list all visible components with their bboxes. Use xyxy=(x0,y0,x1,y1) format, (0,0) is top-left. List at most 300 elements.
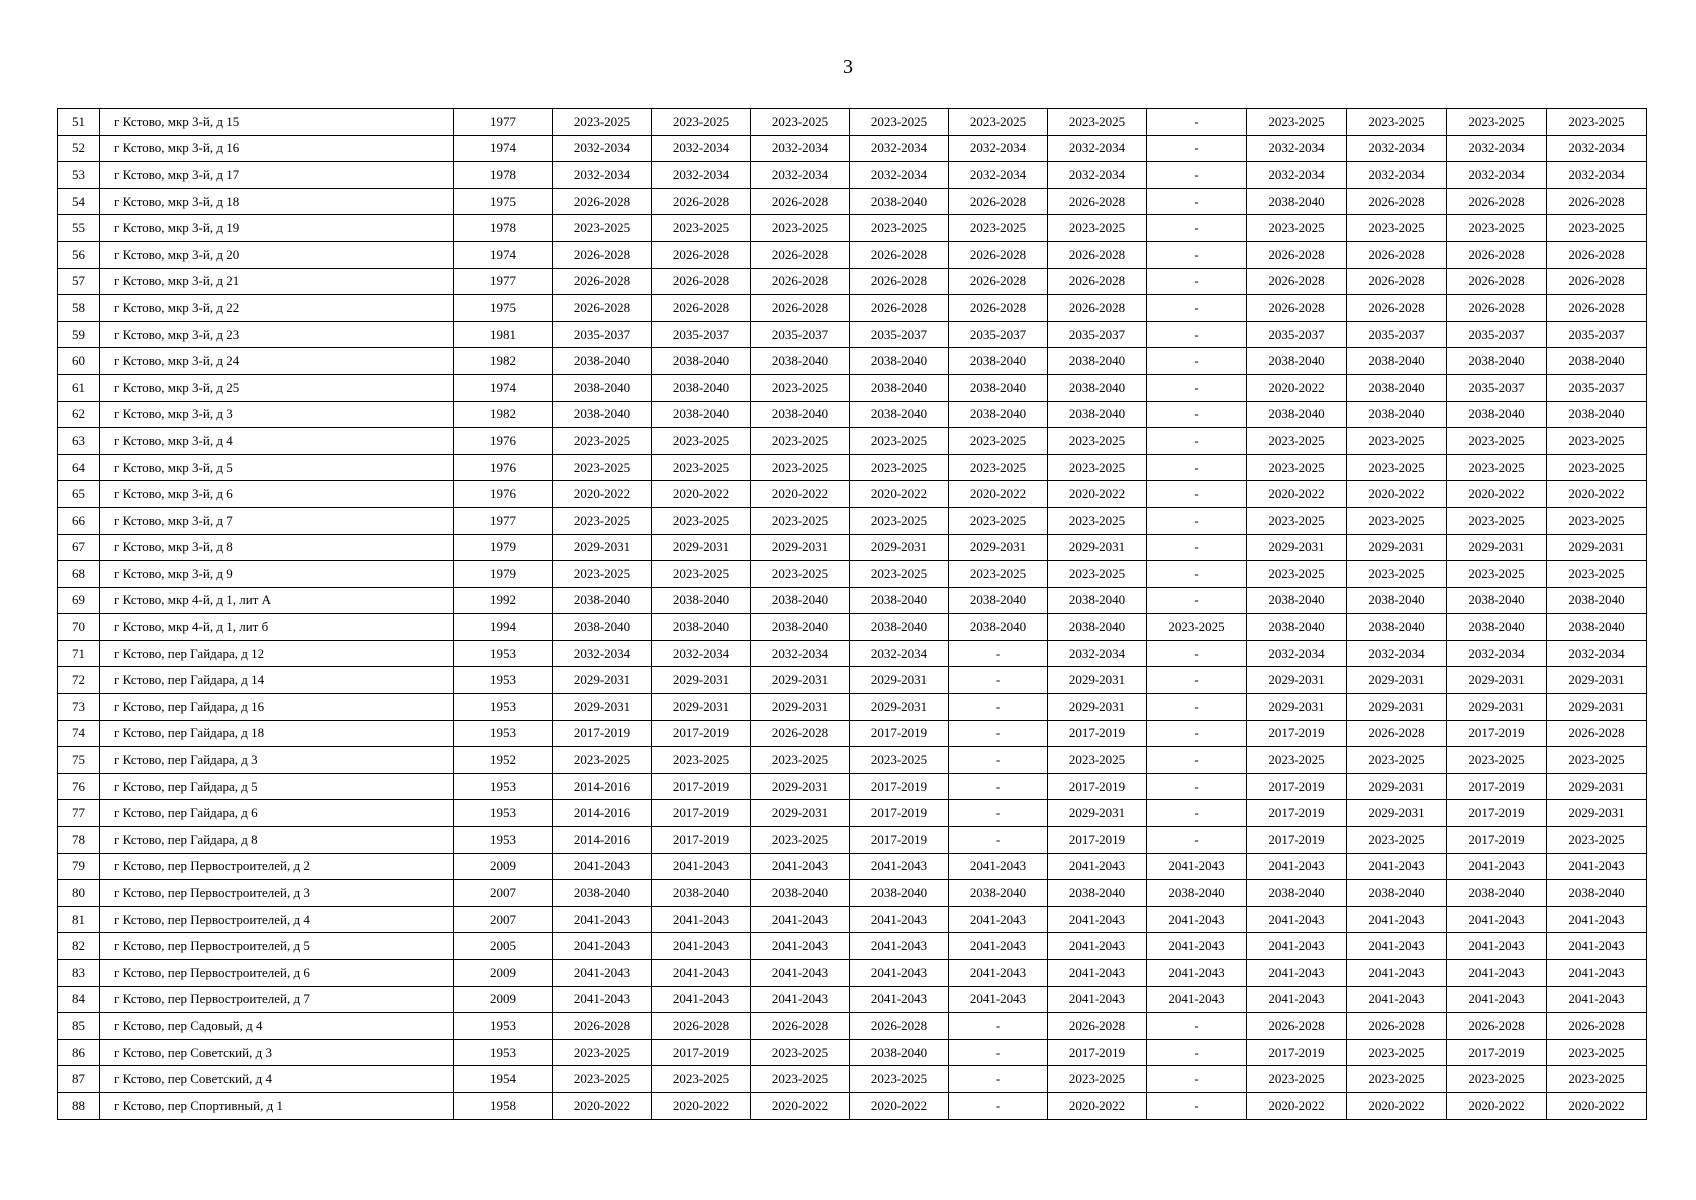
period-cell-10: 2020-2022 xyxy=(1447,1092,1547,1119)
period-cell-5: 2023-2025 xyxy=(949,561,1048,588)
period-cell-5: 2023-2025 xyxy=(949,215,1048,242)
table-row xyxy=(58,667,1647,694)
address-cell: г Кстово, мкр 3-й, д 4 xyxy=(100,428,454,455)
period-cell-2: 2038-2040 xyxy=(652,614,751,641)
row-number-cell: 88 xyxy=(58,1092,100,1119)
period-cell-3: 2038-2040 xyxy=(751,880,850,907)
address-cell: г Кстово, мкр 3-й, д 3 xyxy=(100,401,454,428)
table-row xyxy=(58,454,1647,481)
address-cell: г Кстово, мкр 3-й, д 21 xyxy=(100,268,454,295)
period-cell-9: 2023-2025 xyxy=(1347,827,1447,854)
period-cell-1: 2029-2031 xyxy=(553,534,652,561)
period-cell-10: 2035-2037 xyxy=(1447,374,1547,401)
period-cell-4: 2023-2025 xyxy=(850,215,949,242)
period-cell-5: 2032-2034 xyxy=(949,135,1048,162)
period-cell-9: 2038-2040 xyxy=(1347,374,1447,401)
row-number-cell: 77 xyxy=(58,800,100,827)
period-cell-2: 2038-2040 xyxy=(652,587,751,614)
year-cell: 1977 xyxy=(454,268,553,295)
period-cell-4: 2017-2019 xyxy=(850,800,949,827)
period-cell-8: 2038-2040 xyxy=(1247,401,1347,428)
year-cell: 1953 xyxy=(454,694,553,721)
period-cell-1: 2038-2040 xyxy=(553,401,652,428)
period-cell-2: 2023-2025 xyxy=(652,215,751,242)
period-cell-2: 2038-2040 xyxy=(652,348,751,375)
table-row xyxy=(58,587,1647,614)
period-cell-10: 2041-2043 xyxy=(1447,986,1547,1013)
period-cell-4: 2020-2022 xyxy=(850,1092,949,1119)
row-number-cell: 80 xyxy=(58,880,100,907)
period-cell-11: 2023-2025 xyxy=(1547,109,1647,136)
period-cell-10: 2023-2025 xyxy=(1447,561,1547,588)
year-cell: 1953 xyxy=(454,667,553,694)
period-cell-6: 2020-2022 xyxy=(1048,1092,1147,1119)
period-cell-2: 2017-2019 xyxy=(652,827,751,854)
period-cell-4: 2038-2040 xyxy=(850,1039,949,1066)
period-cell-7: - xyxy=(1147,295,1247,322)
period-cell-5: 2038-2040 xyxy=(949,880,1048,907)
period-cell-2: 2020-2022 xyxy=(652,481,751,508)
period-cell-11: 2026-2028 xyxy=(1547,241,1647,268)
period-cell-1: 2023-2025 xyxy=(553,561,652,588)
period-cell-4: 2017-2019 xyxy=(850,720,949,747)
period-cell-5: 2026-2028 xyxy=(949,241,1048,268)
period-cell-6: 2038-2040 xyxy=(1048,374,1147,401)
period-cell-5: 2020-2022 xyxy=(949,481,1048,508)
period-cell-6: 2029-2031 xyxy=(1048,534,1147,561)
period-cell-4: 2017-2019 xyxy=(850,827,949,854)
period-cell-10: 2026-2028 xyxy=(1447,241,1547,268)
period-cell-5: 2041-2043 xyxy=(949,853,1048,880)
year-cell: 2009 xyxy=(454,986,553,1013)
period-cell-2: 2041-2043 xyxy=(652,960,751,987)
period-cell-9: 2026-2028 xyxy=(1347,720,1447,747)
period-cell-8: 2023-2025 xyxy=(1247,747,1347,774)
period-cell-9: 2041-2043 xyxy=(1347,960,1447,987)
period-cell-7: - xyxy=(1147,640,1247,667)
year-cell: 1982 xyxy=(454,348,553,375)
period-cell-3: 2038-2040 xyxy=(751,587,850,614)
period-cell-6: 2041-2043 xyxy=(1048,933,1147,960)
period-cell-5: 2023-2025 xyxy=(949,507,1048,534)
period-cell-4: 2038-2040 xyxy=(850,374,949,401)
period-cell-11: 2023-2025 xyxy=(1547,747,1647,774)
period-cell-1: 2023-2025 xyxy=(553,109,652,136)
row-number-cell: 74 xyxy=(58,720,100,747)
row-number-cell: 52 xyxy=(58,135,100,162)
period-cell-8: 2038-2040 xyxy=(1247,348,1347,375)
row-number-cell: 75 xyxy=(58,747,100,774)
period-cell-1: 2032-2034 xyxy=(553,162,652,189)
period-cell-1: 2023-2025 xyxy=(553,428,652,455)
row-number-cell: 69 xyxy=(58,587,100,614)
period-cell-10: 2038-2040 xyxy=(1447,587,1547,614)
period-cell-5: 2026-2028 xyxy=(949,295,1048,322)
period-cell-2: 2032-2034 xyxy=(652,162,751,189)
period-cell-10: 2038-2040 xyxy=(1447,348,1547,375)
row-number-cell: 82 xyxy=(58,933,100,960)
period-cell-1: 2041-2043 xyxy=(553,906,652,933)
period-cell-1: 2032-2034 xyxy=(553,135,652,162)
period-cell-2: 2023-2025 xyxy=(652,507,751,534)
period-cell-6: 2038-2040 xyxy=(1048,880,1147,907)
period-cell-4: 2023-2025 xyxy=(850,428,949,455)
period-cell-10: 2041-2043 xyxy=(1447,960,1547,987)
period-cell-2: 2032-2034 xyxy=(652,640,751,667)
year-cell: 1953 xyxy=(454,827,553,854)
year-cell: 1977 xyxy=(454,507,553,534)
period-cell-7: - xyxy=(1147,1013,1247,1040)
period-cell-1: 2026-2028 xyxy=(553,268,652,295)
period-cell-5: 2029-2031 xyxy=(949,534,1048,561)
period-cell-5: - xyxy=(949,1092,1048,1119)
period-cell-6: 2038-2040 xyxy=(1048,348,1147,375)
period-cell-2: 2023-2025 xyxy=(652,428,751,455)
year-cell: 1952 xyxy=(454,747,553,774)
period-cell-2: 2041-2043 xyxy=(652,906,751,933)
period-cell-11: 2032-2034 xyxy=(1547,135,1647,162)
period-cell-11: 2029-2031 xyxy=(1547,534,1647,561)
period-cell-11: 2023-2025 xyxy=(1547,428,1647,455)
period-cell-4: 2041-2043 xyxy=(850,853,949,880)
period-cell-8: 2041-2043 xyxy=(1247,960,1347,987)
table-row xyxy=(58,1013,1647,1040)
period-cell-7: - xyxy=(1147,215,1247,242)
period-cell-3: 2023-2025 xyxy=(751,507,850,534)
period-cell-4: 2038-2040 xyxy=(850,348,949,375)
period-cell-10: 2032-2034 xyxy=(1447,640,1547,667)
period-cell-7: - xyxy=(1147,747,1247,774)
period-cell-6: 2023-2025 xyxy=(1048,747,1147,774)
period-cell-1: 2041-2043 xyxy=(553,853,652,880)
period-cell-9: 2023-2025 xyxy=(1347,561,1447,588)
period-cell-11: 2041-2043 xyxy=(1547,906,1647,933)
period-cell-8: 2041-2043 xyxy=(1247,986,1347,1013)
period-cell-7: 2041-2043 xyxy=(1147,986,1247,1013)
period-cell-7: 2041-2043 xyxy=(1147,960,1247,987)
period-cell-6: 2023-2025 xyxy=(1048,109,1147,136)
row-number-cell: 58 xyxy=(58,295,100,322)
period-cell-3: 2023-2025 xyxy=(751,561,850,588)
year-cell: 1953 xyxy=(454,640,553,667)
period-cell-1: 2038-2040 xyxy=(553,880,652,907)
period-cell-3: 2035-2037 xyxy=(751,321,850,348)
period-cell-11: 2032-2034 xyxy=(1547,162,1647,189)
schedule-table xyxy=(57,108,1647,1120)
period-cell-6: 2029-2031 xyxy=(1048,667,1147,694)
period-cell-7: - xyxy=(1147,720,1247,747)
period-cell-7: - xyxy=(1147,454,1247,481)
year-cell: 1978 xyxy=(454,162,553,189)
period-cell-9: 2032-2034 xyxy=(1347,640,1447,667)
address-cell: г Кстово, мкр 3-й, д 15 xyxy=(100,109,454,136)
period-cell-11: 2023-2025 xyxy=(1547,1039,1647,1066)
row-number-cell: 83 xyxy=(58,960,100,987)
period-cell-6: 2017-2019 xyxy=(1048,773,1147,800)
period-cell-9: 2041-2043 xyxy=(1347,986,1447,1013)
table-body xyxy=(58,109,1647,1120)
period-cell-6: 2017-2019 xyxy=(1048,827,1147,854)
period-cell-4: 2032-2034 xyxy=(850,162,949,189)
period-cell-3: 2026-2028 xyxy=(751,1013,850,1040)
period-cell-11: 2026-2028 xyxy=(1547,720,1647,747)
row-number-cell: 71 xyxy=(58,640,100,667)
period-cell-4: 2032-2034 xyxy=(850,135,949,162)
period-cell-9: 2026-2028 xyxy=(1347,188,1447,215)
period-cell-10: 2029-2031 xyxy=(1447,667,1547,694)
period-cell-6: 2038-2040 xyxy=(1048,401,1147,428)
period-cell-7: - xyxy=(1147,321,1247,348)
period-cell-8: 2026-2028 xyxy=(1247,295,1347,322)
period-cell-3: 2041-2043 xyxy=(751,960,850,987)
address-cell: г Кстово, мкр 3-й, д 25 xyxy=(100,374,454,401)
period-cell-1: 2041-2043 xyxy=(553,986,652,1013)
period-cell-7: - xyxy=(1147,561,1247,588)
table-row xyxy=(58,295,1647,322)
period-cell-1: 2026-2028 xyxy=(553,295,652,322)
address-cell: г Кстово, пер Первостроителей, д 4 xyxy=(100,906,454,933)
period-cell-1: 2023-2025 xyxy=(553,454,652,481)
address-cell: г Кстово, пер Гайдара, д 18 xyxy=(100,720,454,747)
period-cell-1: 2023-2025 xyxy=(553,747,652,774)
period-cell-5: 2038-2040 xyxy=(949,587,1048,614)
period-cell-3: 2032-2034 xyxy=(751,162,850,189)
address-cell: г Кстово, пер Первостроителей, д 3 xyxy=(100,880,454,907)
period-cell-8: 2038-2040 xyxy=(1247,188,1347,215)
period-cell-3: 2041-2043 xyxy=(751,853,850,880)
period-cell-7: - xyxy=(1147,241,1247,268)
schedule-table-wrapper xyxy=(57,108,1646,1120)
period-cell-10: 2020-2022 xyxy=(1447,481,1547,508)
period-cell-11: 2038-2040 xyxy=(1547,880,1647,907)
period-cell-2: 2035-2037 xyxy=(652,321,751,348)
address-cell: г Кстово, пер Первостроителей, д 2 xyxy=(100,853,454,880)
row-number-cell: 51 xyxy=(58,109,100,136)
period-cell-7: - xyxy=(1147,268,1247,295)
period-cell-2: 2041-2043 xyxy=(652,986,751,1013)
address-cell: г Кстово, пер Гайдара, д 6 xyxy=(100,800,454,827)
period-cell-10: 2038-2040 xyxy=(1447,614,1547,641)
period-cell-2: 2029-2031 xyxy=(652,534,751,561)
period-cell-8: 2032-2034 xyxy=(1247,640,1347,667)
period-cell-6: 2038-2040 xyxy=(1048,587,1147,614)
year-cell: 2007 xyxy=(454,906,553,933)
address-cell: г Кстово, мкр 3-й, д 20 xyxy=(100,241,454,268)
period-cell-9: 2029-2031 xyxy=(1347,534,1447,561)
period-cell-10: 2023-2025 xyxy=(1447,454,1547,481)
period-cell-5: - xyxy=(949,694,1048,721)
period-cell-9: 2041-2043 xyxy=(1347,853,1447,880)
table-row xyxy=(58,561,1647,588)
period-cell-10: 2026-2028 xyxy=(1447,1013,1547,1040)
period-cell-4: 2023-2025 xyxy=(850,561,949,588)
period-cell-1: 2023-2025 xyxy=(553,507,652,534)
row-number-cell: 84 xyxy=(58,986,100,1013)
period-cell-4: 2029-2031 xyxy=(850,667,949,694)
year-cell: 1978 xyxy=(454,215,553,242)
period-cell-8: 2029-2031 xyxy=(1247,534,1347,561)
address-cell: г Кстово, пер Гайдара, д 14 xyxy=(100,667,454,694)
period-cell-8: 2023-2025 xyxy=(1247,109,1347,136)
period-cell-6: 2020-2022 xyxy=(1048,481,1147,508)
period-cell-5: 2038-2040 xyxy=(949,401,1048,428)
year-cell: 1974 xyxy=(454,241,553,268)
year-cell: 1981 xyxy=(454,321,553,348)
period-cell-8: 2020-2022 xyxy=(1247,481,1347,508)
period-cell-3: 2041-2043 xyxy=(751,933,850,960)
period-cell-5: - xyxy=(949,1066,1048,1093)
year-cell: 1975 xyxy=(454,188,553,215)
period-cell-4: 2041-2043 xyxy=(850,986,949,1013)
table-row xyxy=(58,162,1647,189)
period-cell-9: 2023-2025 xyxy=(1347,109,1447,136)
period-cell-1: 2026-2028 xyxy=(553,1013,652,1040)
period-cell-8: 2038-2040 xyxy=(1247,587,1347,614)
period-cell-9: 2038-2040 xyxy=(1347,401,1447,428)
year-cell: 1953 xyxy=(454,1013,553,1040)
period-cell-4: 2023-2025 xyxy=(850,747,949,774)
period-cell-5: - xyxy=(949,667,1048,694)
period-cell-9: 2023-2025 xyxy=(1347,428,1447,455)
address-cell: г Кстово, пер Гайдара, д 12 xyxy=(100,640,454,667)
period-cell-3: 2023-2025 xyxy=(751,1066,850,1093)
period-cell-6: 2026-2028 xyxy=(1048,241,1147,268)
period-cell-7: - xyxy=(1147,773,1247,800)
period-cell-9: 2023-2025 xyxy=(1347,507,1447,534)
period-cell-6: 2029-2031 xyxy=(1048,694,1147,721)
period-cell-10: 2023-2025 xyxy=(1447,1066,1547,1093)
period-cell-2: 2023-2025 xyxy=(652,1066,751,1093)
year-cell: 1954 xyxy=(454,1066,553,1093)
year-cell: 1974 xyxy=(454,135,553,162)
period-cell-5: 2038-2040 xyxy=(949,614,1048,641)
period-cell-11: 2023-2025 xyxy=(1547,561,1647,588)
period-cell-6: 2029-2031 xyxy=(1048,800,1147,827)
row-number-cell: 63 xyxy=(58,428,100,455)
table-row xyxy=(58,481,1647,508)
period-cell-6: 2023-2025 xyxy=(1048,215,1147,242)
period-cell-9: 2026-2028 xyxy=(1347,1013,1447,1040)
period-cell-8: 2023-2025 xyxy=(1247,561,1347,588)
period-cell-10: 2041-2043 xyxy=(1447,853,1547,880)
table-row xyxy=(58,933,1647,960)
period-cell-1: 2020-2022 xyxy=(553,481,652,508)
period-cell-7: - xyxy=(1147,162,1247,189)
row-number-cell: 70 xyxy=(58,614,100,641)
row-number-cell: 54 xyxy=(58,188,100,215)
period-cell-6: 2041-2043 xyxy=(1048,906,1147,933)
period-cell-5: 2041-2043 xyxy=(949,906,1048,933)
period-cell-6: 2026-2028 xyxy=(1048,1013,1147,1040)
period-cell-8: 2020-2022 xyxy=(1247,1092,1347,1119)
period-cell-3: 2026-2028 xyxy=(751,720,850,747)
address-cell: г Кстово, мкр 3-й, д 19 xyxy=(100,215,454,242)
period-cell-3: 2026-2028 xyxy=(751,188,850,215)
period-cell-11: 2023-2025 xyxy=(1547,215,1647,242)
period-cell-11: 2029-2031 xyxy=(1547,667,1647,694)
period-cell-9: 2041-2043 xyxy=(1347,906,1447,933)
period-cell-3: 2023-2025 xyxy=(751,747,850,774)
period-cell-4: 2038-2040 xyxy=(850,880,949,907)
row-number-cell: 86 xyxy=(58,1039,100,1066)
year-cell: 1974 xyxy=(454,374,553,401)
row-number-cell: 68 xyxy=(58,561,100,588)
period-cell-11: 2041-2043 xyxy=(1547,853,1647,880)
period-cell-6: 2017-2019 xyxy=(1048,720,1147,747)
address-cell: г Кстово, пер Гайдара, д 5 xyxy=(100,773,454,800)
table-row xyxy=(58,773,1647,800)
period-cell-8: 2035-2037 xyxy=(1247,321,1347,348)
period-cell-10: 2032-2034 xyxy=(1447,162,1547,189)
period-cell-1: 2026-2028 xyxy=(553,241,652,268)
period-cell-1: 2041-2043 xyxy=(553,960,652,987)
period-cell-7: - xyxy=(1147,694,1247,721)
period-cell-3: 2029-2031 xyxy=(751,534,850,561)
period-cell-4: 2038-2040 xyxy=(850,401,949,428)
year-cell: 1958 xyxy=(454,1092,553,1119)
period-cell-5: - xyxy=(949,720,1048,747)
period-cell-1: 2023-2025 xyxy=(553,1039,652,1066)
table-row xyxy=(58,720,1647,747)
period-cell-2: 2023-2025 xyxy=(652,561,751,588)
period-cell-10: 2017-2019 xyxy=(1447,1039,1547,1066)
period-cell-2: 2032-2034 xyxy=(652,135,751,162)
period-cell-11: 2023-2025 xyxy=(1547,1066,1647,1093)
period-cell-6: 2023-2025 xyxy=(1048,428,1147,455)
period-cell-10: 2038-2040 xyxy=(1447,401,1547,428)
period-cell-11: 2026-2028 xyxy=(1547,295,1647,322)
address-cell: г Кстово, пер Гайдара, д 8 xyxy=(100,827,454,854)
period-cell-11: 2020-2022 xyxy=(1547,1092,1647,1119)
row-number-cell: 72 xyxy=(58,667,100,694)
address-cell: г Кстово, мкр 3-й, д 18 xyxy=(100,188,454,215)
table-row xyxy=(58,534,1647,561)
period-cell-10: 2029-2031 xyxy=(1447,534,1547,561)
year-cell: 2007 xyxy=(454,880,553,907)
address-cell: г Кстово, мкр 3-й, д 5 xyxy=(100,454,454,481)
period-cell-9: 2029-2031 xyxy=(1347,800,1447,827)
period-cell-9: 2023-2025 xyxy=(1347,747,1447,774)
period-cell-1: 2038-2040 xyxy=(553,614,652,641)
period-cell-7: - xyxy=(1147,428,1247,455)
period-cell-6: 2032-2034 xyxy=(1048,640,1147,667)
period-cell-6: 2017-2019 xyxy=(1048,1039,1147,1066)
year-cell: 1976 xyxy=(454,481,553,508)
period-cell-9: 2038-2040 xyxy=(1347,880,1447,907)
period-cell-7: - xyxy=(1147,587,1247,614)
period-cell-3: 2023-2025 xyxy=(751,109,850,136)
address-cell: г Кстово, пер Первостроителей, д 7 xyxy=(100,986,454,1013)
year-cell: 1976 xyxy=(454,428,553,455)
row-number-cell: 81 xyxy=(58,906,100,933)
period-cell-4: 2041-2043 xyxy=(850,933,949,960)
table-row xyxy=(58,960,1647,987)
address-cell: г Кстово, мкр 4-й, д 1, лит б xyxy=(100,614,454,641)
table-row xyxy=(58,268,1647,295)
period-cell-5: 2032-2034 xyxy=(949,162,1048,189)
period-cell-4: 2029-2031 xyxy=(850,694,949,721)
period-cell-8: 2038-2040 xyxy=(1247,880,1347,907)
period-cell-7: - xyxy=(1147,667,1247,694)
table-row xyxy=(58,1092,1647,1119)
period-cell-10: 2038-2040 xyxy=(1447,880,1547,907)
period-cell-8: 2032-2034 xyxy=(1247,135,1347,162)
period-cell-1: 2020-2022 xyxy=(553,1092,652,1119)
period-cell-3: 2023-2025 xyxy=(751,454,850,481)
period-cell-11: 2035-2037 xyxy=(1547,374,1647,401)
period-cell-7: 2041-2043 xyxy=(1147,933,1247,960)
table-row xyxy=(58,800,1647,827)
